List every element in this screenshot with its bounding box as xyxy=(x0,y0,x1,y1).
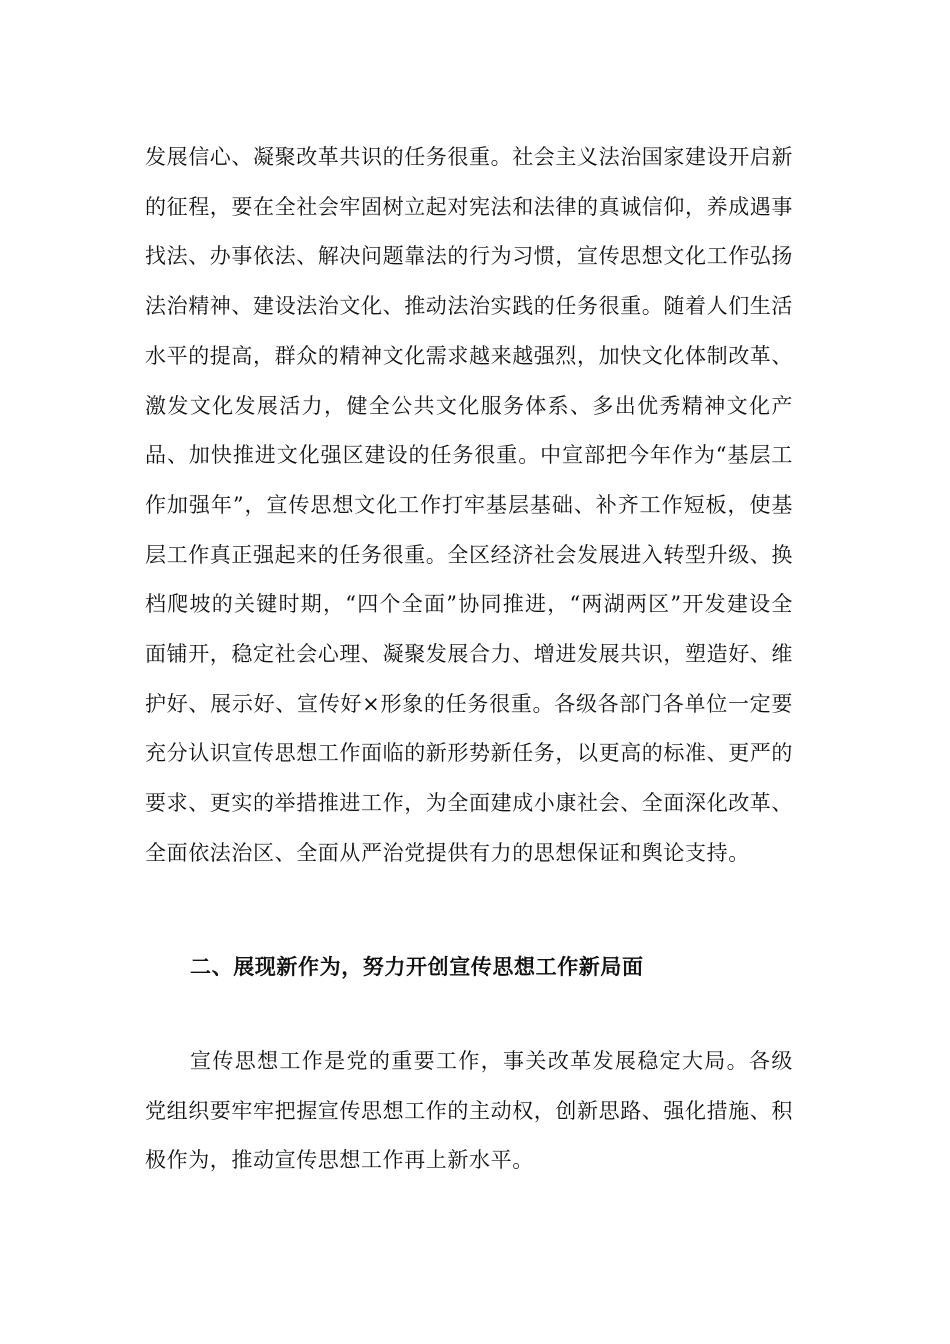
body-paragraph-2: 宣传思想工作是党的重要工作，事关改革发展稳定大局。各级党组织要牢牢把握宣传思想工作的主动权，创新思路、强化措施、积极作为，推动宣传思想工作再上新水平。 xyxy=(145,1049,793,1173)
section-heading: 二、展现新作为，努力开创宣传思想工作新局面 xyxy=(190,955,644,979)
body-paragraph-1: 发展信心、凝聚改革共识的任务很重。社会主义法治国家建设开启新的征程，要在全社会牢固树立起对宪法和法律的真诚信仰，养成遇事找法、办事依法、解决问题靠法的行为习惯，宣传思想文化工作弘扬法治精神、建设法治文化、推动法治实践的任务很重。随着人们生活水平的提高，群众的精神文化需求越来越强烈，加快文化体制改革、激发文化发展活力，健全公共文化服务体系、多出优秀精神文化产品、加快推进文化强区建设的任务很重。中宣部把今年作为“基层工作加强年”，宣传思想文化工作打牢基层基础、补齐工作短板，使基层工作真正强起来的任务很重。全区经济社会发展进入转型升级、换档爬坡的关键时期，“四个全面”协同推进，“两湖两区”开发建设全面铺开，稳定社会心理、凝聚发展合力、增进发展共识，塑造好、维护好、展示好、宣传好×形象的任务很重。各级各部门各单位一定要充分认识宣传思想工作面临的新形势新任务，以更高的标准、更严的要求、更实的举措推进工作，为全面建成小康社会、全面深化改革、全面依法治区、全面从严治党提供有力的思想保证和舆论支持。 xyxy=(145,145,793,865)
